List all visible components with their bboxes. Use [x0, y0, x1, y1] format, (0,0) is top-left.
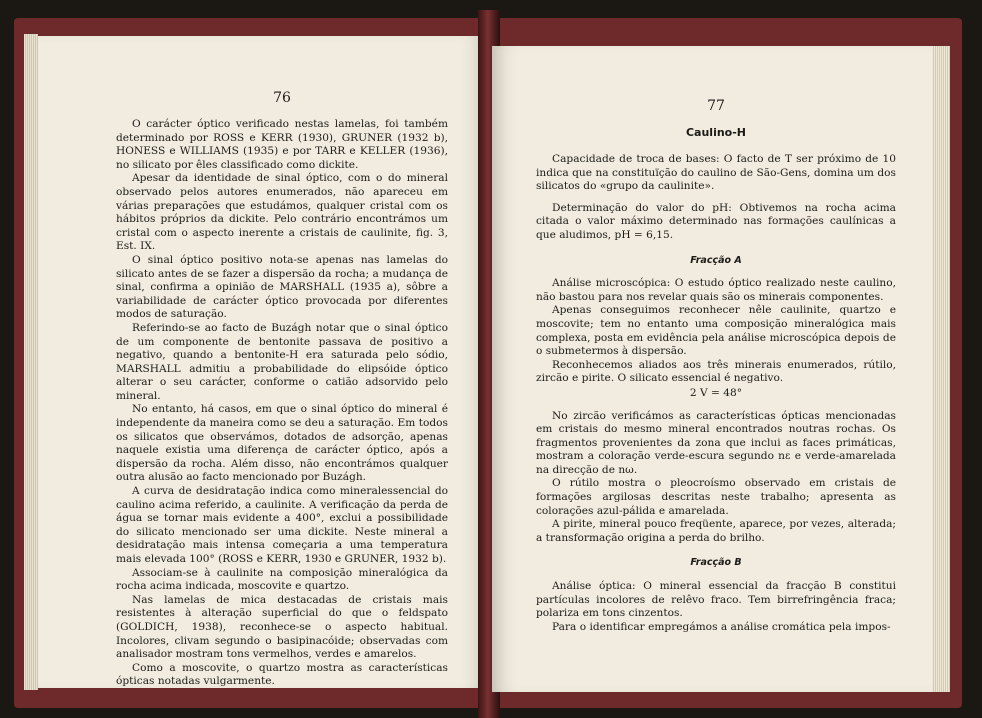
paragraph: Apesar da identidade de sinal óptico, com o do mineral observado pelos autores enumerados, não apareceu em várias preparações que estudámos, qualquer cristal com os hábitos próprios da dickite. Pelo contrário encontrámos um cristal com o aspecto inerente a cristais de caulinite, fig. 3, Est. IX. — [116, 172, 448, 253]
right-page — [492, 46, 932, 692]
subsection-title: Fracção B — [690, 557, 742, 569]
paragraph: A pirite, mineral pouco freqüente, aparece, por vezes, alterada; a transformação origina a perda do brilho. — [536, 518, 896, 544]
paragraph: O sinal óptico positivo nota-se apenas nas lamelas do silicato antes de se fazer a dispersão da rocha; a mudança de sinal, confirma a opinião de MARSHALL (1935 a), sôbre a variabilidade de carácter óptico provocada por diferentes modos de saturação. — [116, 253, 448, 321]
left-page — [38, 36, 486, 688]
paragraph: Análise óptica: O mineral essencial da fracção B constitui partículas incolores de relêvo fraco. Tem birrefringência fraca; polariza em tons cinzentos. — [536, 580, 896, 620]
paragraph: Referindo-se ao facto de Buzágh notar que o sinal óptico de um componente de bentonite passava de positivo a negativo, quando a bentonite-H era saturada pelo sódio, MARSHALL admitiu a probabilidade do elipsóide óptico alterar o seu carácter, conforme o catião adsorvido pelo mineral. — [116, 321, 448, 402]
paragraph: Associam-se à caulinite na composição mineralógica da rocha acima indicada, moscovite e quartzo. — [116, 566, 448, 593]
left-page-text — [116, 118, 448, 688]
section-heading: Caulino-H — [685, 126, 747, 139]
paragraph: A curva de desidratação indica como mineralessencial do caulino acima referido, a caulinite. A verificação da perda de água se tornar mais evidente a 400°, exclui a possibilidade do silicato mencionado ser uma dickite. Neste mineral a desidratação mais intensa começaria a uma temperatura mais elevada 100° (ROSS e KERR, 1930 e GRUNER, 1932 b). — [116, 485, 448, 565]
paragraph: Apenas conseguimos reconhecer nêle caulinite, quartzo e moscovite; tem no entanto uma composição mineralógica mais complexa, posta em evidência pela análise microscópica depois de o submetermos à dispersão. — [536, 304, 896, 358]
paragraph: Reconhecemos aliados aos três minerais enumerados, rútilo, zircão e pirite. O silicato essencial é negativo. — [536, 358, 896, 385]
left-page-stack — [24, 34, 38, 690]
paragraph: No zircão verificámos as características ópticas mencionadas em cristais do mesmo mineral encontrados noutras rochas. Os fragmentos provenientes da zona que inclui as faces primáticas, mostram a coloração verde-escura segundo nε e verde-amarelada na direcção de nω. — [536, 409, 896, 476]
paragraph: Capacidade de troca de bases: O facto de T ser próximo de 10 indica que na constituïção do caulino de São-Gens, domina um dos silicatos do «grupo da caulinite». — [536, 153, 896, 193]
paragraph: Análise microscópica: O estudo óptico realizado neste caulino, não bastou para nos revelar quais são os minerais componentes. — [536, 277, 896, 303]
right-page-text — [536, 153, 896, 634]
right-page-stack — [930, 46, 950, 692]
formula: 2 V = 48° — [689, 386, 743, 399]
paragraph: Determinação do valor do pH: Obtivemos na rocha acima citada o valor máximo determinado nas formações caulínicas a que aludimos, pH = 6,15. — [536, 201, 896, 241]
page-number-right: 77 — [707, 98, 725, 114]
page-number-left: 76 — [273, 90, 291, 106]
paragraph: No entanto, há casos, em que o sinal óptico do mineral é independente da maneira como se deu a saturação. Em todos os silicatos que observámos, dotados de adsorção, apenas naquele existia uma diferença de carácter óptico, após a dispersão da rocha. Além disso, não encontrámos qualquer outra alusão ao facto mencionado por Buzágh. — [116, 403, 448, 484]
paragraph: Nas lamelas de mica destacadas de cristais mais resistentes à alteração superficial do que o feldspato (GOLDICH, 1938), reconhece-se o aspecto habitual. Incolores, clivam segundo o basipinacóide; observadas com analisador mostram tons vermelhos, verdes e amarelos. — [116, 593, 448, 661]
paragraph: O rútilo mostra o pleocroísmo observado em cristais de formações argilosas descritas neste trabalho; apresenta as colorações azul-pálida e amarelada. — [536, 477, 896, 517]
paragraph: Como a moscovite, o quartzo mostra as características ópticas notadas vulgarmente. — [116, 661, 448, 688]
paragraph: O carácter óptico verificado nestas lamelas, foi também determinado por ROSS e KERR (1930), GRUNER (1932 b), HONESS e WILLIAMS (1935) e por TARR e KELLER (1936), no silicato por êles classificado como dickite. — [116, 118, 448, 171]
subsection-title: Fracção A — [690, 254, 742, 266]
paragraph: Para o identificar empregámos a análise cromática pela impos- — [552, 620, 891, 633]
